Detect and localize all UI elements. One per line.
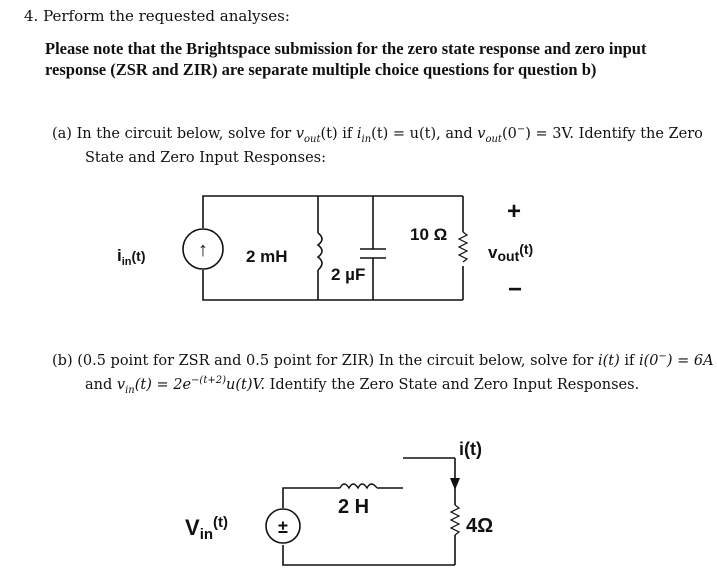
resistor-b-icon [451, 505, 459, 535]
capacitor-a-icon [360, 249, 386, 258]
vout-init: $v_{out}$ [477, 125, 502, 145]
current-arrow-icon [450, 478, 460, 490]
part-b-text [52, 347, 715, 400]
part-b-label: (b) [52, 352, 73, 369]
source-arrow-icon: ↑ [198, 239, 208, 261]
init-cond-b: i(0−) = 6A [638, 351, 714, 369]
inductor-b-label: 2 H [338, 496, 370, 518]
if-word: if [342, 125, 353, 142]
vin-expr: $v_{in}(t) = 2e^{-(t+2)}u(t)V$. [116, 374, 266, 396]
part-a-tail: Identify the Zero State and Zero Input Responses: [85, 125, 703, 166]
vout-arg: (t) [320, 125, 338, 142]
vout-symbol: $v_{out}$ [295, 125, 321, 145]
iin-symbol: $i_{in}$ [356, 125, 372, 145]
source-a-label: $i_{in}^{(t)}$ [117, 246, 146, 268]
part-b-line1: (0.5 point for ZSR and 0.5 point for ZIR) In the circuit below, solve for [77, 352, 594, 369]
inductor-a-label: 2 mH [246, 247, 288, 266]
problem-heading: 4. Perform the requested analyses: [24, 7, 290, 25]
source-sign-icon: ± [278, 517, 288, 537]
part-a-label: (a) [52, 125, 72, 142]
init-cond: (0−) = 3V. [501, 124, 575, 142]
part-b-tail: Identify the Zero State and Zero Input Responses. [269, 376, 640, 393]
resistor-a-icon [459, 232, 467, 262]
iin-eq: (t) = u(t), [371, 125, 441, 142]
resistor-a-label: 10 Ω [410, 225, 448, 244]
vout-label: vout$^{(t)}$ [488, 241, 534, 264]
and-word: and [445, 125, 473, 142]
current-label: i(t) [459, 439, 482, 459]
resistor-b-label: 4Ω [466, 515, 494, 537]
and-word-b: and [85, 376, 113, 393]
vout-plus: + [507, 198, 522, 225]
inductor-a-icon [318, 233, 322, 270]
vout-minus: − [508, 276, 523, 303]
i-t-symbol: i(t) [597, 352, 620, 369]
part-a-lead: In the circuit below, solve for [76, 125, 292, 142]
submission-note: Please note that the Brightspace submission for the zero state response and zero input response (ZSR and ZIR) are separate multiple choice questions for question b) [45, 39, 647, 79]
if-word-b: if [624, 352, 635, 369]
capacitor-a-label: 2 µF [331, 265, 366, 284]
source-b-label: Vin$^{(t)}$ [185, 514, 229, 543]
circuit-a-wires [203, 196, 463, 300]
inductor-b-icon [340, 484, 377, 488]
